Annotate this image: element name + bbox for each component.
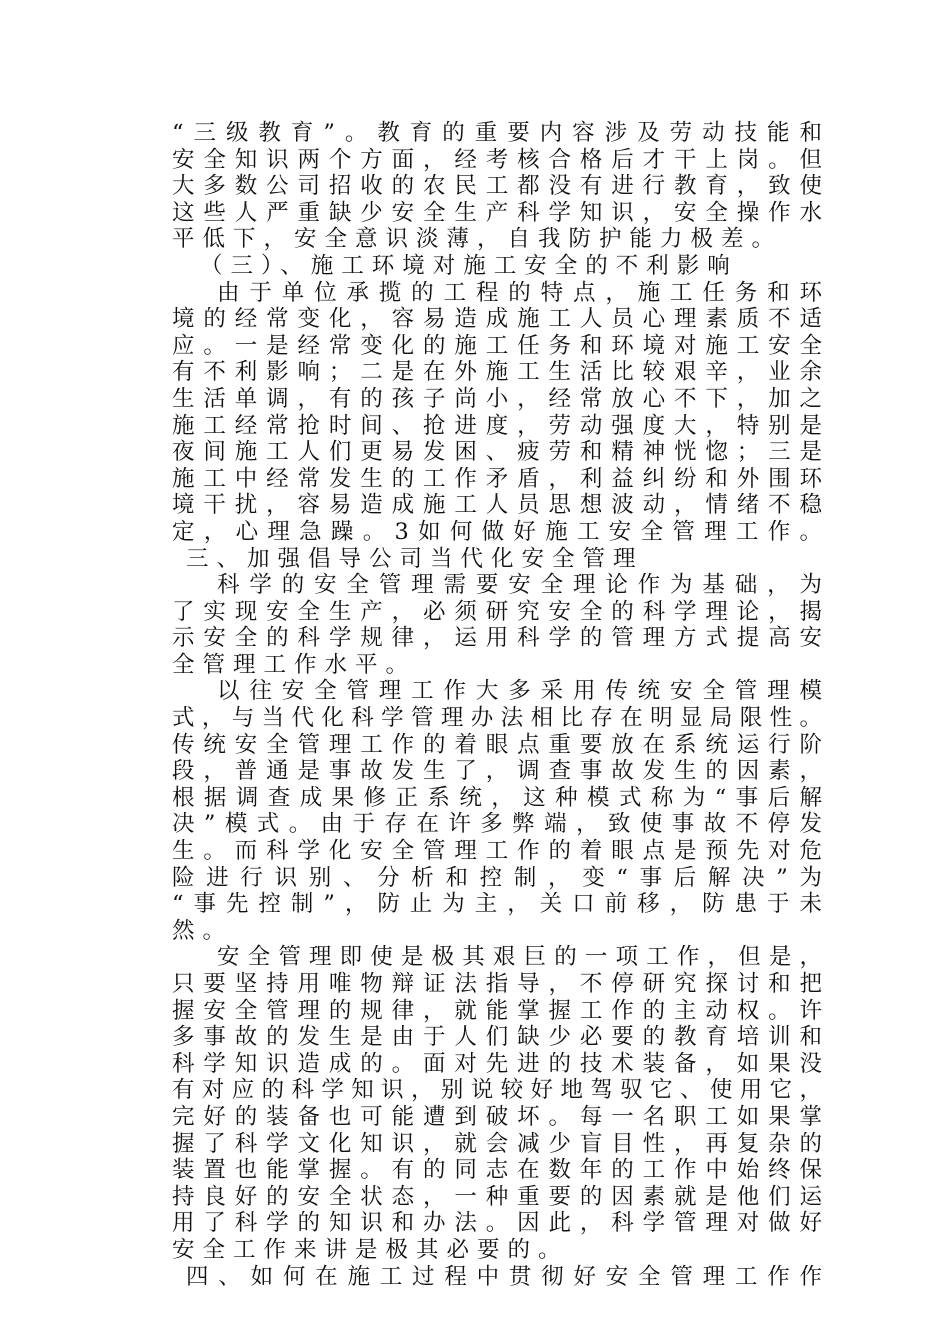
text-line: 大多数公司招收的农民工都没有进行教育，致使 [172, 173, 822, 200]
text-line: 段，普通是事故发生了，调查事故发生的因素， [172, 758, 822, 785]
text-line: 生。而科学化安全管理工作的着眼点是预先对危 [172, 838, 822, 865]
text-line: 有对应的科学知识，别说较好地驾驭它、使用它， [172, 1077, 822, 1104]
text-line: 四、如何在施工过程中贯彻好安全管理工作作 [186, 1263, 822, 1290]
text-line: 境干扰，容易造成施工人员思想波动，情绪不稳 [172, 492, 822, 519]
text-line: 全管理工作水平。 [172, 651, 417, 678]
text-line: 夜间施工人们更易发困、疲劳和精神恍惚；三是 [172, 439, 822, 466]
text-line: 由于单位承揽的工程的特点，施工任务和环 [217, 279, 822, 306]
text-line: “三级教育”。教育的重要内容涉及劳动技能和 [172, 120, 822, 146]
text-line: 式，与当代化科学管理办法相比存在明显局限性。 [172, 705, 822, 732]
text-line: 有不利影响；二是在外施工生活比较艰辛，业余 [172, 359, 822, 386]
text-line: 握安全管理的规律，就能掌握工作的主动权。许 [172, 997, 822, 1024]
text-line: 科学的安全管理需要安全理论作为基础，为 [217, 572, 822, 599]
text-line: 以往安全管理工作大多采用传统安全管理模 [217, 678, 822, 705]
text-line: 平低下，安全意识淡薄，自我防护能力极差。 [172, 226, 783, 253]
text-line: 传统安全管理工作的着眼点重要放在系统运行阶 [172, 731, 822, 758]
text-line: 三、加强倡导公司当代化安全管理 [186, 545, 644, 572]
text-line: 安全知识两个方面，经考核合格后才干上岗。但 [172, 146, 822, 173]
text-line: 安全工作来讲是极其必要的。 [172, 1236, 569, 1263]
text-line: 安全管理即使是极其艰巨的一项工作，但是， [217, 944, 822, 971]
text-line: 决”模式。由于存在许多弊端，致使事故不停发 [172, 811, 822, 838]
text-line: 这些人严重缺少安全生产科学知识，安全操作水 [172, 199, 822, 226]
text-line: （三）、施工环境对施工安全的不利影响 [200, 252, 738, 279]
text-line: 只要坚持用唯物辩证法指导，不停研究探讨和把 [172, 971, 822, 997]
text-line: 应。一是经常变化的施工任务和环境对施工安全 [172, 332, 822, 359]
text-line: 生活单调，有的孩子尚小，经常放心不下，加之 [172, 385, 822, 412]
text-line: 险进行识别、分析和控制，变“事后解决”为 [172, 864, 822, 891]
text-line: 施工中经常发生的工作矛盾，利益纠纷和外围环 [172, 465, 822, 492]
text-line: 境的经常变化，容易造成施工人员心理素质不适 [172, 306, 822, 333]
text-line: 施工经常抢时间、抢进度，劳动强度大，特别是 [172, 412, 822, 439]
text-line: 根据调查成果修正系统，这种模式称为“事后解 [172, 784, 822, 811]
text-line: 了实现安全生产，必须研究安全的科学理论，揭 [172, 598, 822, 625]
text-line: 用了科学的知识和办法。因此，科学管理对做好 [172, 1210, 822, 1237]
text-line: 持良好的安全状态，一种重要的因素就是他们运 [172, 1183, 822, 1210]
text-line: 装置也能掌握。有的同志在数年的工作中始终保 [172, 1157, 822, 1184]
text-line: 然。 [172, 917, 234, 944]
text-line: 完好的装备也可能遭到破坏。每一名职工如果掌 [172, 1103, 822, 1130]
text-line: 多事故的发生是由于人们缺少必要的教育培训和 [172, 1024, 822, 1051]
text-line: “事先控制”，防止为主，关口前移，防患于未 [172, 891, 822, 918]
text-line: 科学知识造成的。面对先进的技术装备，如果没 [172, 1050, 822, 1077]
text-line: 握了科学文化知识，就会减少盲目性，再复杂的 [172, 1130, 822, 1157]
document-body [172, 120, 822, 1290]
text-line: 定，心理急躁。3如何做好施工安全管理工作。 [172, 518, 822, 545]
text-line: 示安全的科学规律，运用科学的管理方式提高安 [172, 625, 822, 652]
